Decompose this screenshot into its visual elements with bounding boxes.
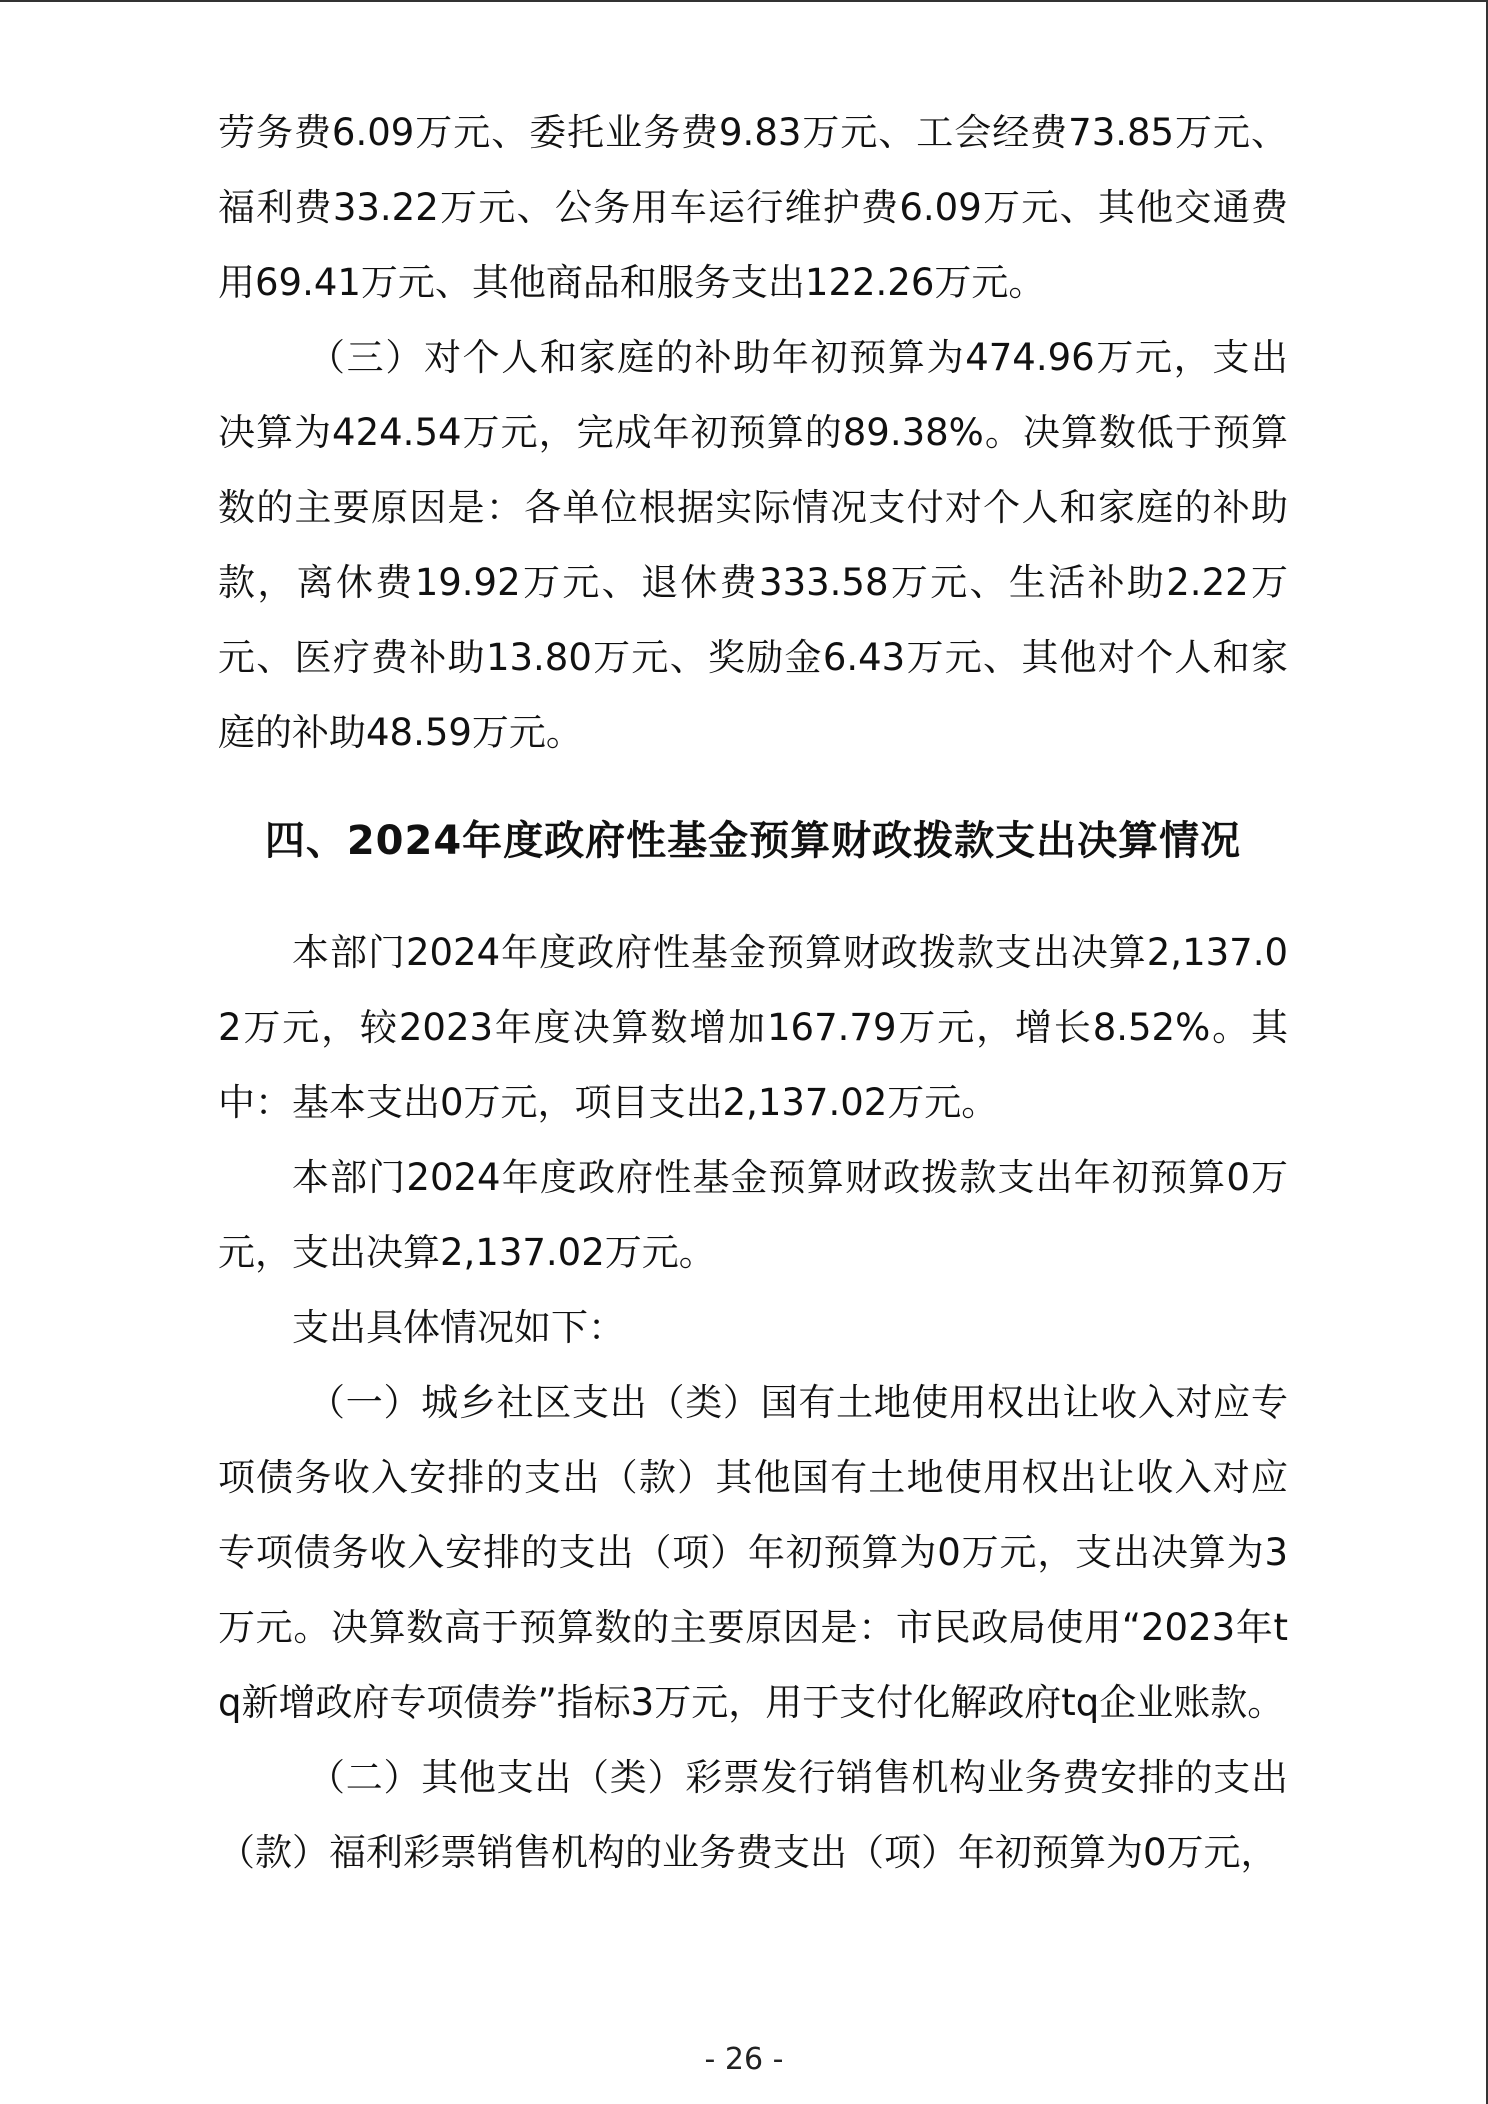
- page-number: - 26 -: [704, 2042, 784, 2077]
- paragraph-expense-items: 劳务费6.09万元、委托业务费9.83万元、工会经费73.85万元、福利费33.22万元、公务用车运行维护费6.09万元、其他交通费用69.41万元、其他商品和服务支出122.26万元。: [218, 111, 1288, 304]
- document-body: [218, 95, 1288, 1890]
- section-heading: 四、2024年度政府性基金预算财政拨款支出决算情况: [264, 818, 1242, 864]
- paragraph-details-intro: 支出具体情况如下：: [292, 1306, 625, 1349]
- paragraph-fund-total: 本部门2024年度政府性基金预算财政拨款支出决算2,137.02万元，较2023年度决算数增加167.79万元，增长8.52%。其中：基本支出0万元，项目支出2,137.02万元。: [218, 931, 1288, 1124]
- paragraph-fund-budget: 本部门2024年度政府性基金预算财政拨款支出年初预算0万元，支出决算2,137.02万元。: [218, 1156, 1288, 1274]
- paragraph-urban-rural: （一）城乡社区支出（类）国有土地使用权出让收入对应专项债务收入安排的支出（款）其他国有土地使用权出让收入对应专项债务收入安排的支出（项）年初预算为0万元，支出决算为3万元。决算数高于预算数的主要原因是：市民政局使用“2023年tq新增政府专项债券”指标3万元，用于支付化解政府tq企业账款。: [218, 1381, 1288, 1724]
- paragraph-lottery: （二）其他支出（类）彩票发行销售机构业务费安排的支出（款）福利彩票销售机构的业务费支出（项）年初预算为0万元，: [218, 1756, 1288, 1874]
- paragraph-personal-subsidy: （三）对个人和家庭的补助年初预算为474.96万元，支出决算为424.54万元，完成年初预算的89.38%。决算数低于预算数的主要原因是：各单位根据实际情况支付对个人和家庭的补助款，离休费19.92万元、退休费333.58万元、生活补助2.22万元、医疗费补助13.80万元、奖励金6.43万元、其他对个人和家庭的补助48.59万元。: [218, 336, 1288, 754]
